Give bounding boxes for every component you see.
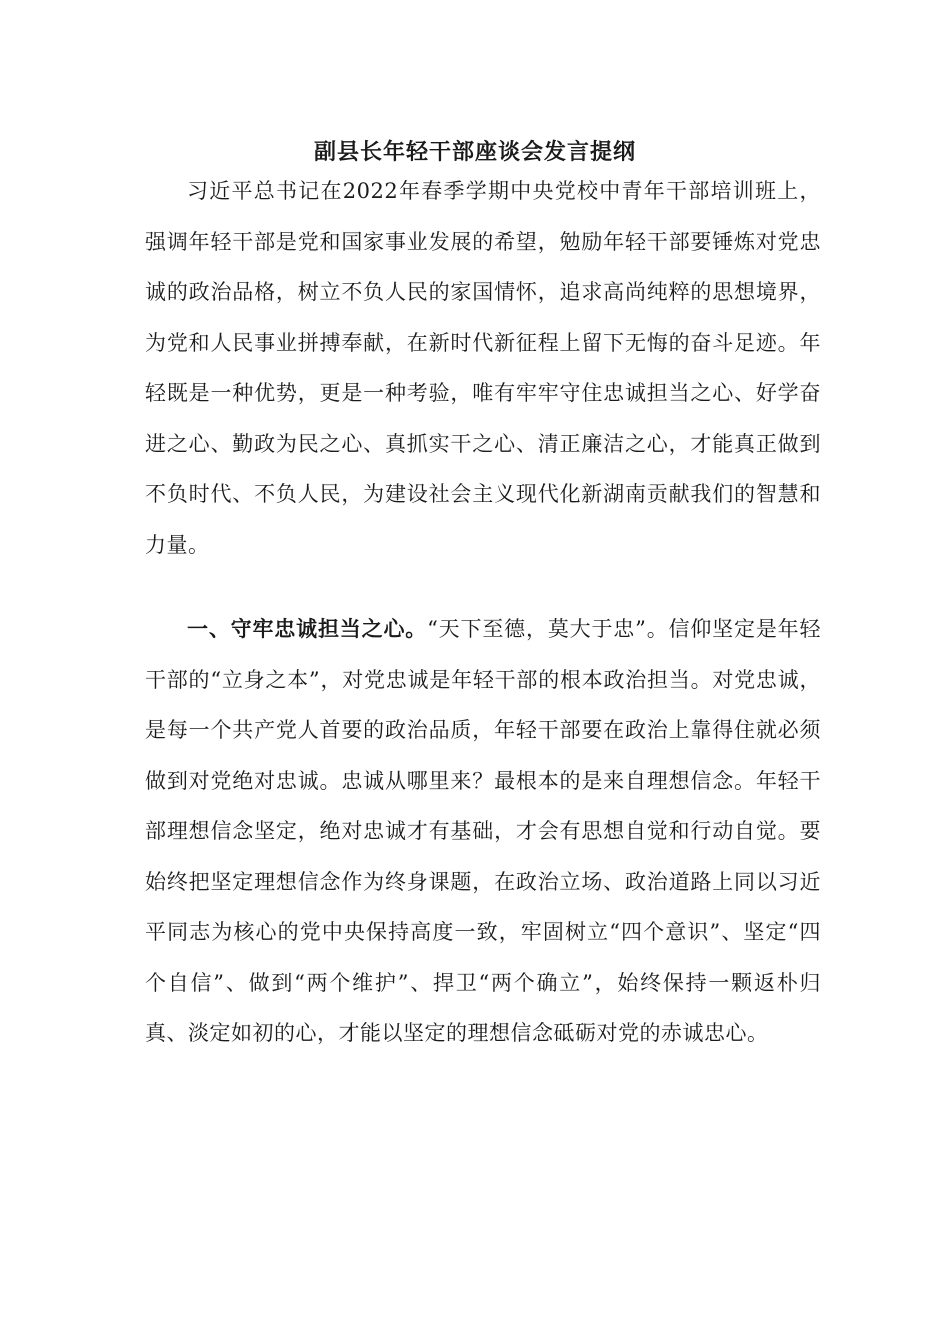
- intro-paragraph: 习近平总书记在2022年春季学期中央党校中青年干部培训班上，强调年轻干部是党和国家事业发展的希望，勉励年轻干部要锤炼对党忠诚的政治品格，树立不负人民的家国情怀，追求高尚纯粹的思想境界，为党和人民事业拼搏奉献，在新时代新征程上留下无悔的奋斗足迹。年轻既是一种优势，更是一种考验，唯有牢牢守住忠诚担当之心、好学奋进之心、勤政为民之心、真抓实干之心、清正廉洁之心，才能真正做到不负时代、不负人民，为建设社会主义现代化新湖南贡献我们的智慧和力量。: [145, 179, 821, 557]
- document-title: 副县长年轻干部座谈会发言提纲: [313, 139, 636, 165]
- section-1-body: “天下至德，莫大于忠”。信仰坚定是年轻干部的“立身之本”，对党忠诚是年轻干部的根本政治担当。对党忠诚，是每一个共产党人首要的政治品质，年轻干部要在政治上靠得住就必须做到对党绝对忠诚。忠诚从哪里来？最根本的是来自理想信念。年轻干部理想信念坚定，绝对忠诚才有基础，才会有思想自觉和行动自觉。要始终把坚定理想信念作为终身课题，在政治立场、政治道路上同以习近平同志为核心的党中央保持高度一致，牢固树立“四个意识”、坚定“四个自信”、做到“两个维护”、捍卫“两个确立”，始终保持一颗返朴归真、淡定如初的心，才能以坚定的理想信念砥砺对党的赤诚忠心。: [145, 617, 821, 1045]
- section-1-heading: 一、守牢忠诚担当之心。: [187, 616, 428, 641]
- section-1-paragraph: [145, 604, 821, 1059]
